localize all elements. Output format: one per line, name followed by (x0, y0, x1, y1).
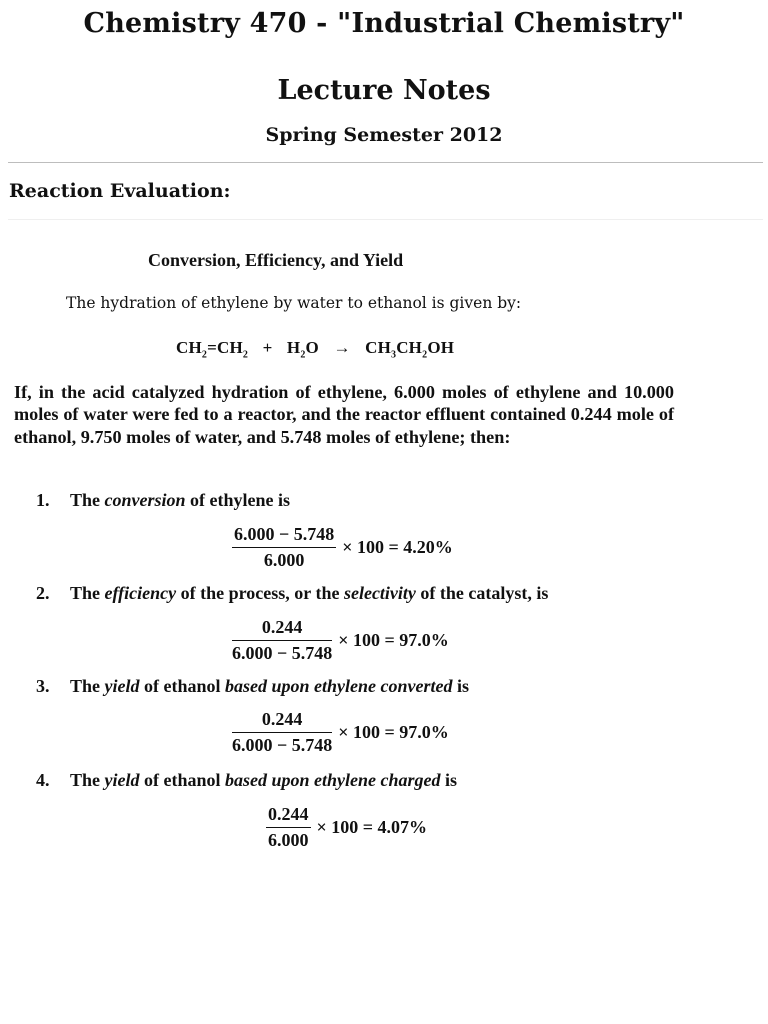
formula-yield-charged: $\frac{0.244}{6.000}$ × 100 = 4.07% (268, 804, 428, 850)
intro-text: The hydration of ethylene by water to ethanol is given by: (66, 294, 522, 312)
content-heading: Conversion, Efficiency, and Yield (148, 250, 404, 270)
formula-conversion: $\frac{6.000 - 5.748}{6.000}$ × 100 = 4.20% (234, 524, 453, 570)
section-title: Reaction Evaluation: (9, 180, 231, 202)
section-divider (8, 219, 763, 220)
eq-reactant-2: $H_2O$ (286, 338, 319, 361)
eq-reactant-1: $CH_2=CH_2$ (176, 338, 249, 361)
problem-paragraph: If, in the acid catalyzed hydration of ethylene, 6.000 moles of ethylene and 10.000 moles of water were fed to a reactor, and the reactor effluent contained 0.244 mole of ethanol, 9.750 moles of water, and 5.748 moles of ethylene; then: (14, 382, 674, 447)
semester-label: Spring Semester 2012 (265, 124, 503, 146)
eq-product: $CH_3CH_2OH$ (365, 338, 455, 361)
reaction-equation (176, 338, 454, 360)
page-title: Chemistry 470 - "Industrial Chemistry" (83, 8, 685, 39)
page-subtitle: Lecture Notes (277, 75, 491, 106)
eq-plus: + (262, 338, 273, 357)
eq-arrow-icon: → (333, 338, 351, 357)
formula-yield-converted: $\frac{0.244}{6.000 - 5.748}$ × 100 = 97.0% (232, 709, 449, 755)
header-divider (8, 162, 763, 163)
formula-efficiency: $\frac{0.244}{6.000 - 5.748}$ × 100 = 97.0% (232, 617, 449, 663)
